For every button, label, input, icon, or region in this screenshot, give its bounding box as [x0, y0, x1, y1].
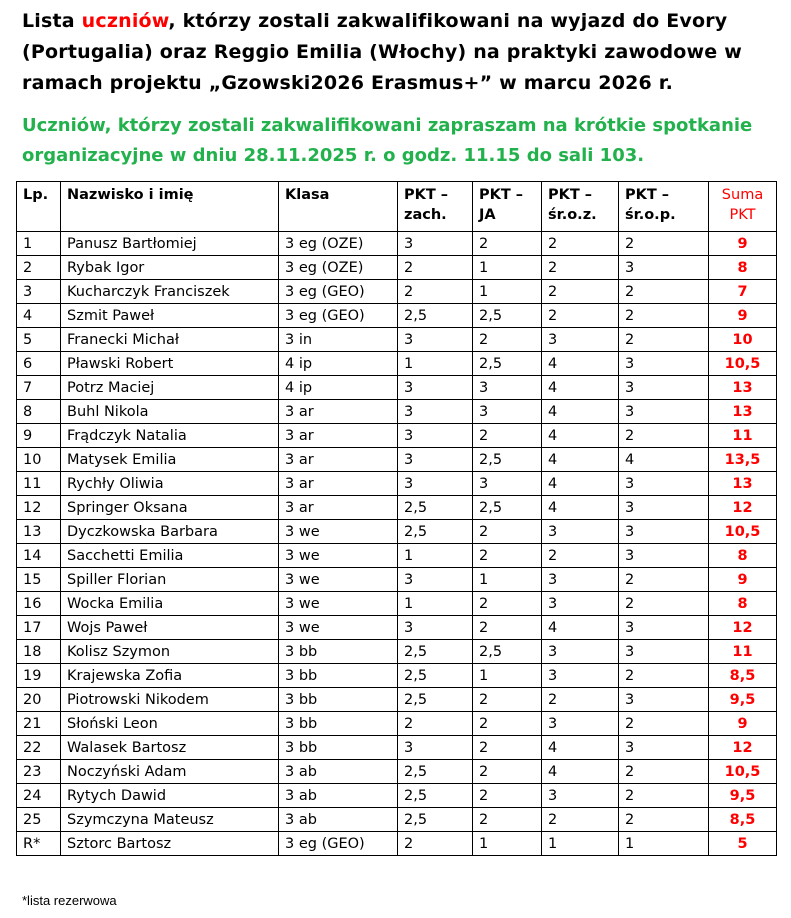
cell-pkt-sr-op: 2: [619, 664, 709, 688]
cell-lp: 19: [17, 664, 61, 688]
cell-class: 3 eg (GEO): [279, 304, 398, 328]
cell-pkt-sr-oz: 3: [542, 592, 619, 616]
cell-pkt-sr-oz: 2: [542, 280, 619, 304]
document-title: [22, 6, 782, 99]
cell-class: 3 we: [279, 520, 398, 544]
cell-sum: 8,5: [709, 664, 777, 688]
cell-pkt-sr-op: 3: [619, 616, 709, 640]
cell-pkt-sr-op: 3: [619, 688, 709, 712]
table-row: [17, 784, 777, 808]
cell-name: Springer Oksana: [61, 496, 279, 520]
header-sum: Suma PKT: [709, 182, 777, 232]
cell-sum: 10: [709, 328, 777, 352]
cell-pkt-zach: 2,5: [398, 664, 473, 688]
cell-sum: 11: [709, 640, 777, 664]
cell-pkt-sr-op: 2: [619, 784, 709, 808]
cell-pkt-ja: 1: [473, 664, 542, 688]
cell-class: 3 bb: [279, 664, 398, 688]
cell-name: Kucharczyk Franciszek: [61, 280, 279, 304]
cell-lp: 16: [17, 592, 61, 616]
cell-class: 3 ar: [279, 496, 398, 520]
cell-name: Buhl Nikola: [61, 400, 279, 424]
table-row: [17, 808, 777, 832]
cell-pkt-ja: 3: [473, 472, 542, 496]
cell-name: Spiller Florian: [61, 568, 279, 592]
cell-sum: 7: [709, 280, 777, 304]
cell-pkt-ja: 2: [473, 760, 542, 784]
table-row: [17, 616, 777, 640]
cell-pkt-sr-oz: 4: [542, 400, 619, 424]
cell-pkt-zach: 3: [398, 472, 473, 496]
cell-name: Krajewska Zofia: [61, 664, 279, 688]
table-row: [17, 424, 777, 448]
cell-pkt-sr-op: 3: [619, 352, 709, 376]
cell-sum: 5: [709, 832, 777, 856]
table-row: [17, 592, 777, 616]
cell-class: 3 bb: [279, 712, 398, 736]
cell-pkt-sr-op: 2: [619, 232, 709, 256]
cell-pkt-ja: 2,5: [473, 640, 542, 664]
cell-name: Walasek Bartosz: [61, 736, 279, 760]
cell-pkt-sr-op: 3: [619, 736, 709, 760]
table-row: [17, 448, 777, 472]
cell-name: Słoński Leon: [61, 712, 279, 736]
cell-name: Matysek Emilia: [61, 448, 279, 472]
cell-lp: 9: [17, 424, 61, 448]
table-row: [17, 280, 777, 304]
cell-pkt-ja: 2,5: [473, 352, 542, 376]
cell-lp: 20: [17, 688, 61, 712]
cell-pkt-ja: 2: [473, 712, 542, 736]
cell-pkt-sr-op: 3: [619, 520, 709, 544]
cell-name: Rybak Igor: [61, 256, 279, 280]
cell-name: Potrz Maciej: [61, 376, 279, 400]
qualified-students-table: [16, 181, 777, 856]
cell-pkt-sr-oz: 4: [542, 736, 619, 760]
cell-pkt-zach: 2,5: [398, 784, 473, 808]
cell-pkt-sr-op: 2: [619, 424, 709, 448]
table-row: [17, 712, 777, 736]
cell-pkt-zach: 3: [398, 328, 473, 352]
cell-pkt-sr-oz: 4: [542, 448, 619, 472]
cell-pkt-zach: 1: [398, 544, 473, 568]
cell-pkt-sr-op: 2: [619, 328, 709, 352]
cell-class: 3 ar: [279, 472, 398, 496]
cell-class: 4 ip: [279, 352, 398, 376]
cell-sum: 13,5: [709, 448, 777, 472]
table-row: [17, 736, 777, 760]
cell-sum: 11: [709, 424, 777, 448]
cell-pkt-zach: 2: [398, 832, 473, 856]
cell-pkt-sr-op: 2: [619, 808, 709, 832]
cell-class: 3 eg (OZE): [279, 232, 398, 256]
title-part-2: , którzy zostali zakwalifikowani na wyjazd do Evory (Portugalia) oraz Reggio Emilia (Włochy) na praktyki zawodowe w ramach projektu „Gzowski2026 Erasmus+” w marcu 2026 r.: [22, 10, 742, 94]
cell-pkt-zach: 2: [398, 256, 473, 280]
cell-pkt-sr-oz: 3: [542, 640, 619, 664]
header-pkt-zach: PKT – zach.: [398, 182, 473, 232]
cell-sum: 9: [709, 304, 777, 328]
cell-pkt-zach: 2,5: [398, 304, 473, 328]
cell-pkt-ja: 2,5: [473, 496, 542, 520]
cell-pkt-zach: 2,5: [398, 496, 473, 520]
cell-pkt-zach: 3: [398, 448, 473, 472]
table-row: [17, 544, 777, 568]
cell-pkt-zach: 3: [398, 736, 473, 760]
cell-pkt-ja: 2: [473, 688, 542, 712]
cell-sum: 10,5: [709, 352, 777, 376]
cell-sum: 13: [709, 472, 777, 496]
cell-lp: 17: [17, 616, 61, 640]
cell-sum: 8: [709, 544, 777, 568]
cell-pkt-sr-oz: 3: [542, 664, 619, 688]
cell-sum: 12: [709, 616, 777, 640]
header-name: Nazwisko i imię: [61, 182, 279, 232]
cell-pkt-sr-op: 2: [619, 304, 709, 328]
table-row: [17, 664, 777, 688]
cell-pkt-sr-op: 4: [619, 448, 709, 472]
cell-pkt-zach: 2,5: [398, 808, 473, 832]
cell-pkt-sr-oz: 2: [542, 256, 619, 280]
cell-pkt-sr-oz: 4: [542, 352, 619, 376]
table-row: [17, 496, 777, 520]
cell-class: 3 ar: [279, 448, 398, 472]
cell-pkt-ja: 1: [473, 568, 542, 592]
cell-lp: 15: [17, 568, 61, 592]
cell-pkt-sr-oz: 4: [542, 376, 619, 400]
table-row: [17, 328, 777, 352]
cell-sum: 12: [709, 736, 777, 760]
cell-sum: 10,5: [709, 760, 777, 784]
table-body: [17, 232, 777, 856]
cell-lp: 21: [17, 712, 61, 736]
cell-name: Rytych Dawid: [61, 784, 279, 808]
cell-class: 3 ab: [279, 784, 398, 808]
cell-pkt-sr-oz: 3: [542, 784, 619, 808]
cell-pkt-sr-op: 2: [619, 712, 709, 736]
cell-sum: 9: [709, 232, 777, 256]
cell-pkt-sr-oz: 4: [542, 616, 619, 640]
cell-pkt-sr-oz: 2: [542, 232, 619, 256]
cell-pkt-sr-oz: 3: [542, 328, 619, 352]
cell-lp: 13: [17, 520, 61, 544]
cell-name: Dyczkowska Barbara: [61, 520, 279, 544]
cell-pkt-sr-op: 2: [619, 760, 709, 784]
cell-pkt-ja: 2: [473, 736, 542, 760]
cell-name: Sztorc Bartosz: [61, 832, 279, 856]
cell-sum: 9: [709, 568, 777, 592]
cell-name: Piotrowski Nikodem: [61, 688, 279, 712]
header-pkt-ja: PKT – JA: [473, 182, 542, 232]
cell-pkt-sr-op: 3: [619, 256, 709, 280]
table-row: [17, 472, 777, 496]
title-part-1: Lista: [22, 10, 82, 32]
cell-pkt-sr-op: 2: [619, 592, 709, 616]
table-row: [17, 400, 777, 424]
cell-sum: 8: [709, 256, 777, 280]
cell-name: Kolisz Szymon: [61, 640, 279, 664]
cell-pkt-zach: 1: [398, 592, 473, 616]
cell-pkt-ja: 3: [473, 400, 542, 424]
cell-pkt-ja: 2: [473, 424, 542, 448]
cell-class: 3 ar: [279, 400, 398, 424]
cell-pkt-zach: 2,5: [398, 640, 473, 664]
cell-pkt-sr-oz: 4: [542, 496, 619, 520]
cell-lp: 18: [17, 640, 61, 664]
cell-pkt-sr-op: 3: [619, 376, 709, 400]
table-row: [17, 832, 777, 856]
cell-pkt-zach: 3: [398, 376, 473, 400]
cell-pkt-ja: 2: [473, 232, 542, 256]
cell-pkt-ja: 1: [473, 256, 542, 280]
cell-lp: 3: [17, 280, 61, 304]
cell-class: 3 ar: [279, 424, 398, 448]
cell-name: Pławski Robert: [61, 352, 279, 376]
cell-pkt-sr-op: 3: [619, 472, 709, 496]
cell-sum: 9,5: [709, 688, 777, 712]
cell-pkt-zach: 3: [398, 232, 473, 256]
header-pkt-sr-op: PKT – śr.o.p.: [619, 182, 709, 232]
cell-pkt-ja: 2: [473, 520, 542, 544]
cell-class: 3 bb: [279, 688, 398, 712]
table-row: [17, 256, 777, 280]
cell-lp: 1: [17, 232, 61, 256]
cell-lp: 22: [17, 736, 61, 760]
cell-lp: 6: [17, 352, 61, 376]
cell-pkt-sr-oz: 2: [542, 544, 619, 568]
cell-pkt-sr-oz: 4: [542, 472, 619, 496]
cell-pkt-sr-oz: 3: [542, 712, 619, 736]
table-row: [17, 688, 777, 712]
cell-pkt-ja: 2: [473, 784, 542, 808]
cell-class: 3 we: [279, 592, 398, 616]
cell-pkt-zach: 3: [398, 616, 473, 640]
cell-pkt-ja: 1: [473, 832, 542, 856]
cell-pkt-sr-oz: 3: [542, 520, 619, 544]
cell-sum: 12: [709, 496, 777, 520]
cell-sum: 13: [709, 376, 777, 400]
cell-class: 3 we: [279, 616, 398, 640]
cell-pkt-ja: 2: [473, 328, 542, 352]
cell-pkt-ja: 2,5: [473, 448, 542, 472]
cell-sum: 10,5: [709, 520, 777, 544]
cell-class: 3 eg (GEO): [279, 832, 398, 856]
cell-class: 3 in: [279, 328, 398, 352]
cell-class: 3 we: [279, 544, 398, 568]
cell-name: Rychły Oliwia: [61, 472, 279, 496]
cell-pkt-sr-oz: 2: [542, 304, 619, 328]
cell-pkt-sr-oz: 2: [542, 688, 619, 712]
table-row: [17, 568, 777, 592]
cell-name: Wocka Emilia: [61, 592, 279, 616]
cell-pkt-zach: 2,5: [398, 520, 473, 544]
cell-name: Wojs Paweł: [61, 616, 279, 640]
cell-pkt-zach: 3: [398, 400, 473, 424]
cell-pkt-zach: 1: [398, 352, 473, 376]
cell-lp: 23: [17, 760, 61, 784]
cell-pkt-zach: 2: [398, 712, 473, 736]
cell-pkt-ja: 2: [473, 616, 542, 640]
table-row: [17, 232, 777, 256]
cell-name: Sacchetti Emilia: [61, 544, 279, 568]
table-row: [17, 376, 777, 400]
cell-class: 3 eg (OZE): [279, 256, 398, 280]
cell-pkt-sr-oz: 2: [542, 808, 619, 832]
table-row: [17, 520, 777, 544]
cell-pkt-zach: 2: [398, 280, 473, 304]
cell-lp: 4: [17, 304, 61, 328]
cell-lp: 8: [17, 400, 61, 424]
cell-name: Panusz Bartłomiej: [61, 232, 279, 256]
cell-pkt-ja: 2: [473, 544, 542, 568]
header-lp: Lp.: [17, 182, 61, 232]
cell-pkt-ja: 2: [473, 808, 542, 832]
cell-pkt-sr-oz: 1: [542, 832, 619, 856]
cell-pkt-sr-oz: 3: [542, 568, 619, 592]
cell-lp: 10: [17, 448, 61, 472]
cell-pkt-sr-op: 1: [619, 832, 709, 856]
cell-sum: 8,5: [709, 808, 777, 832]
cell-lp: 2: [17, 256, 61, 280]
cell-name: Frądczyk Natalia: [61, 424, 279, 448]
header-class: Klasa: [279, 182, 398, 232]
cell-lp: R*: [17, 832, 61, 856]
meeting-invitation: Uczniów, którzy zostali zakwalifikowani zapraszam na krótkie spotkanie organizacyjne w dniu 28.11.2025 r. o godz. 11.15 do sali 103.: [22, 115, 753, 166]
cell-lp: 14: [17, 544, 61, 568]
table-row: [17, 640, 777, 664]
cell-lp: 7: [17, 376, 61, 400]
cell-name: Szmit Paweł: [61, 304, 279, 328]
cell-pkt-sr-op: 2: [619, 568, 709, 592]
cell-pkt-ja: 2: [473, 592, 542, 616]
cell-pkt-ja: 3: [473, 376, 542, 400]
cell-class: 3 we: [279, 568, 398, 592]
cell-lp: 25: [17, 808, 61, 832]
title-highlight: uczniów: [81, 10, 169, 32]
cell-class: 4 ip: [279, 376, 398, 400]
cell-pkt-ja: 1: [473, 280, 542, 304]
cell-name: Franecki Michał: [61, 328, 279, 352]
cell-pkt-sr-op: 3: [619, 496, 709, 520]
cell-sum: 13: [709, 400, 777, 424]
reserve-list-footnote: *lista rezerwowa: [22, 893, 117, 908]
cell-pkt-ja: 2,5: [473, 304, 542, 328]
cell-pkt-sr-oz: 4: [542, 760, 619, 784]
cell-pkt-sr-op: 3: [619, 544, 709, 568]
cell-lp: 11: [17, 472, 61, 496]
cell-lp: 24: [17, 784, 61, 808]
cell-pkt-sr-op: 2: [619, 280, 709, 304]
cell-pkt-sr-op: 3: [619, 400, 709, 424]
cell-class: 3 ab: [279, 760, 398, 784]
table-row: [17, 304, 777, 328]
cell-name: Szymczyna Mateusz: [61, 808, 279, 832]
cell-pkt-sr-oz: 4: [542, 424, 619, 448]
cell-pkt-zach: 3: [398, 568, 473, 592]
table-row: [17, 760, 777, 784]
cell-lp: 5: [17, 328, 61, 352]
cell-sum: 8: [709, 592, 777, 616]
cell-lp: 12: [17, 496, 61, 520]
cell-sum: 9,5: [709, 784, 777, 808]
cell-pkt-zach: 2,5: [398, 688, 473, 712]
cell-pkt-zach: 3: [398, 424, 473, 448]
cell-sum: 9: [709, 712, 777, 736]
cell-class: 3 eg (GEO): [279, 280, 398, 304]
table-row: [17, 352, 777, 376]
table-header-row: [17, 182, 777, 232]
cell-name: Noczyński Adam: [61, 760, 279, 784]
cell-pkt-zach: 2,5: [398, 760, 473, 784]
cell-class: 3 bb: [279, 736, 398, 760]
cell-pkt-sr-op: 3: [619, 640, 709, 664]
header-pkt-sr-oz: PKT – śr.o.z.: [542, 182, 619, 232]
cell-class: 3 bb: [279, 640, 398, 664]
cell-class: 3 ab: [279, 808, 398, 832]
